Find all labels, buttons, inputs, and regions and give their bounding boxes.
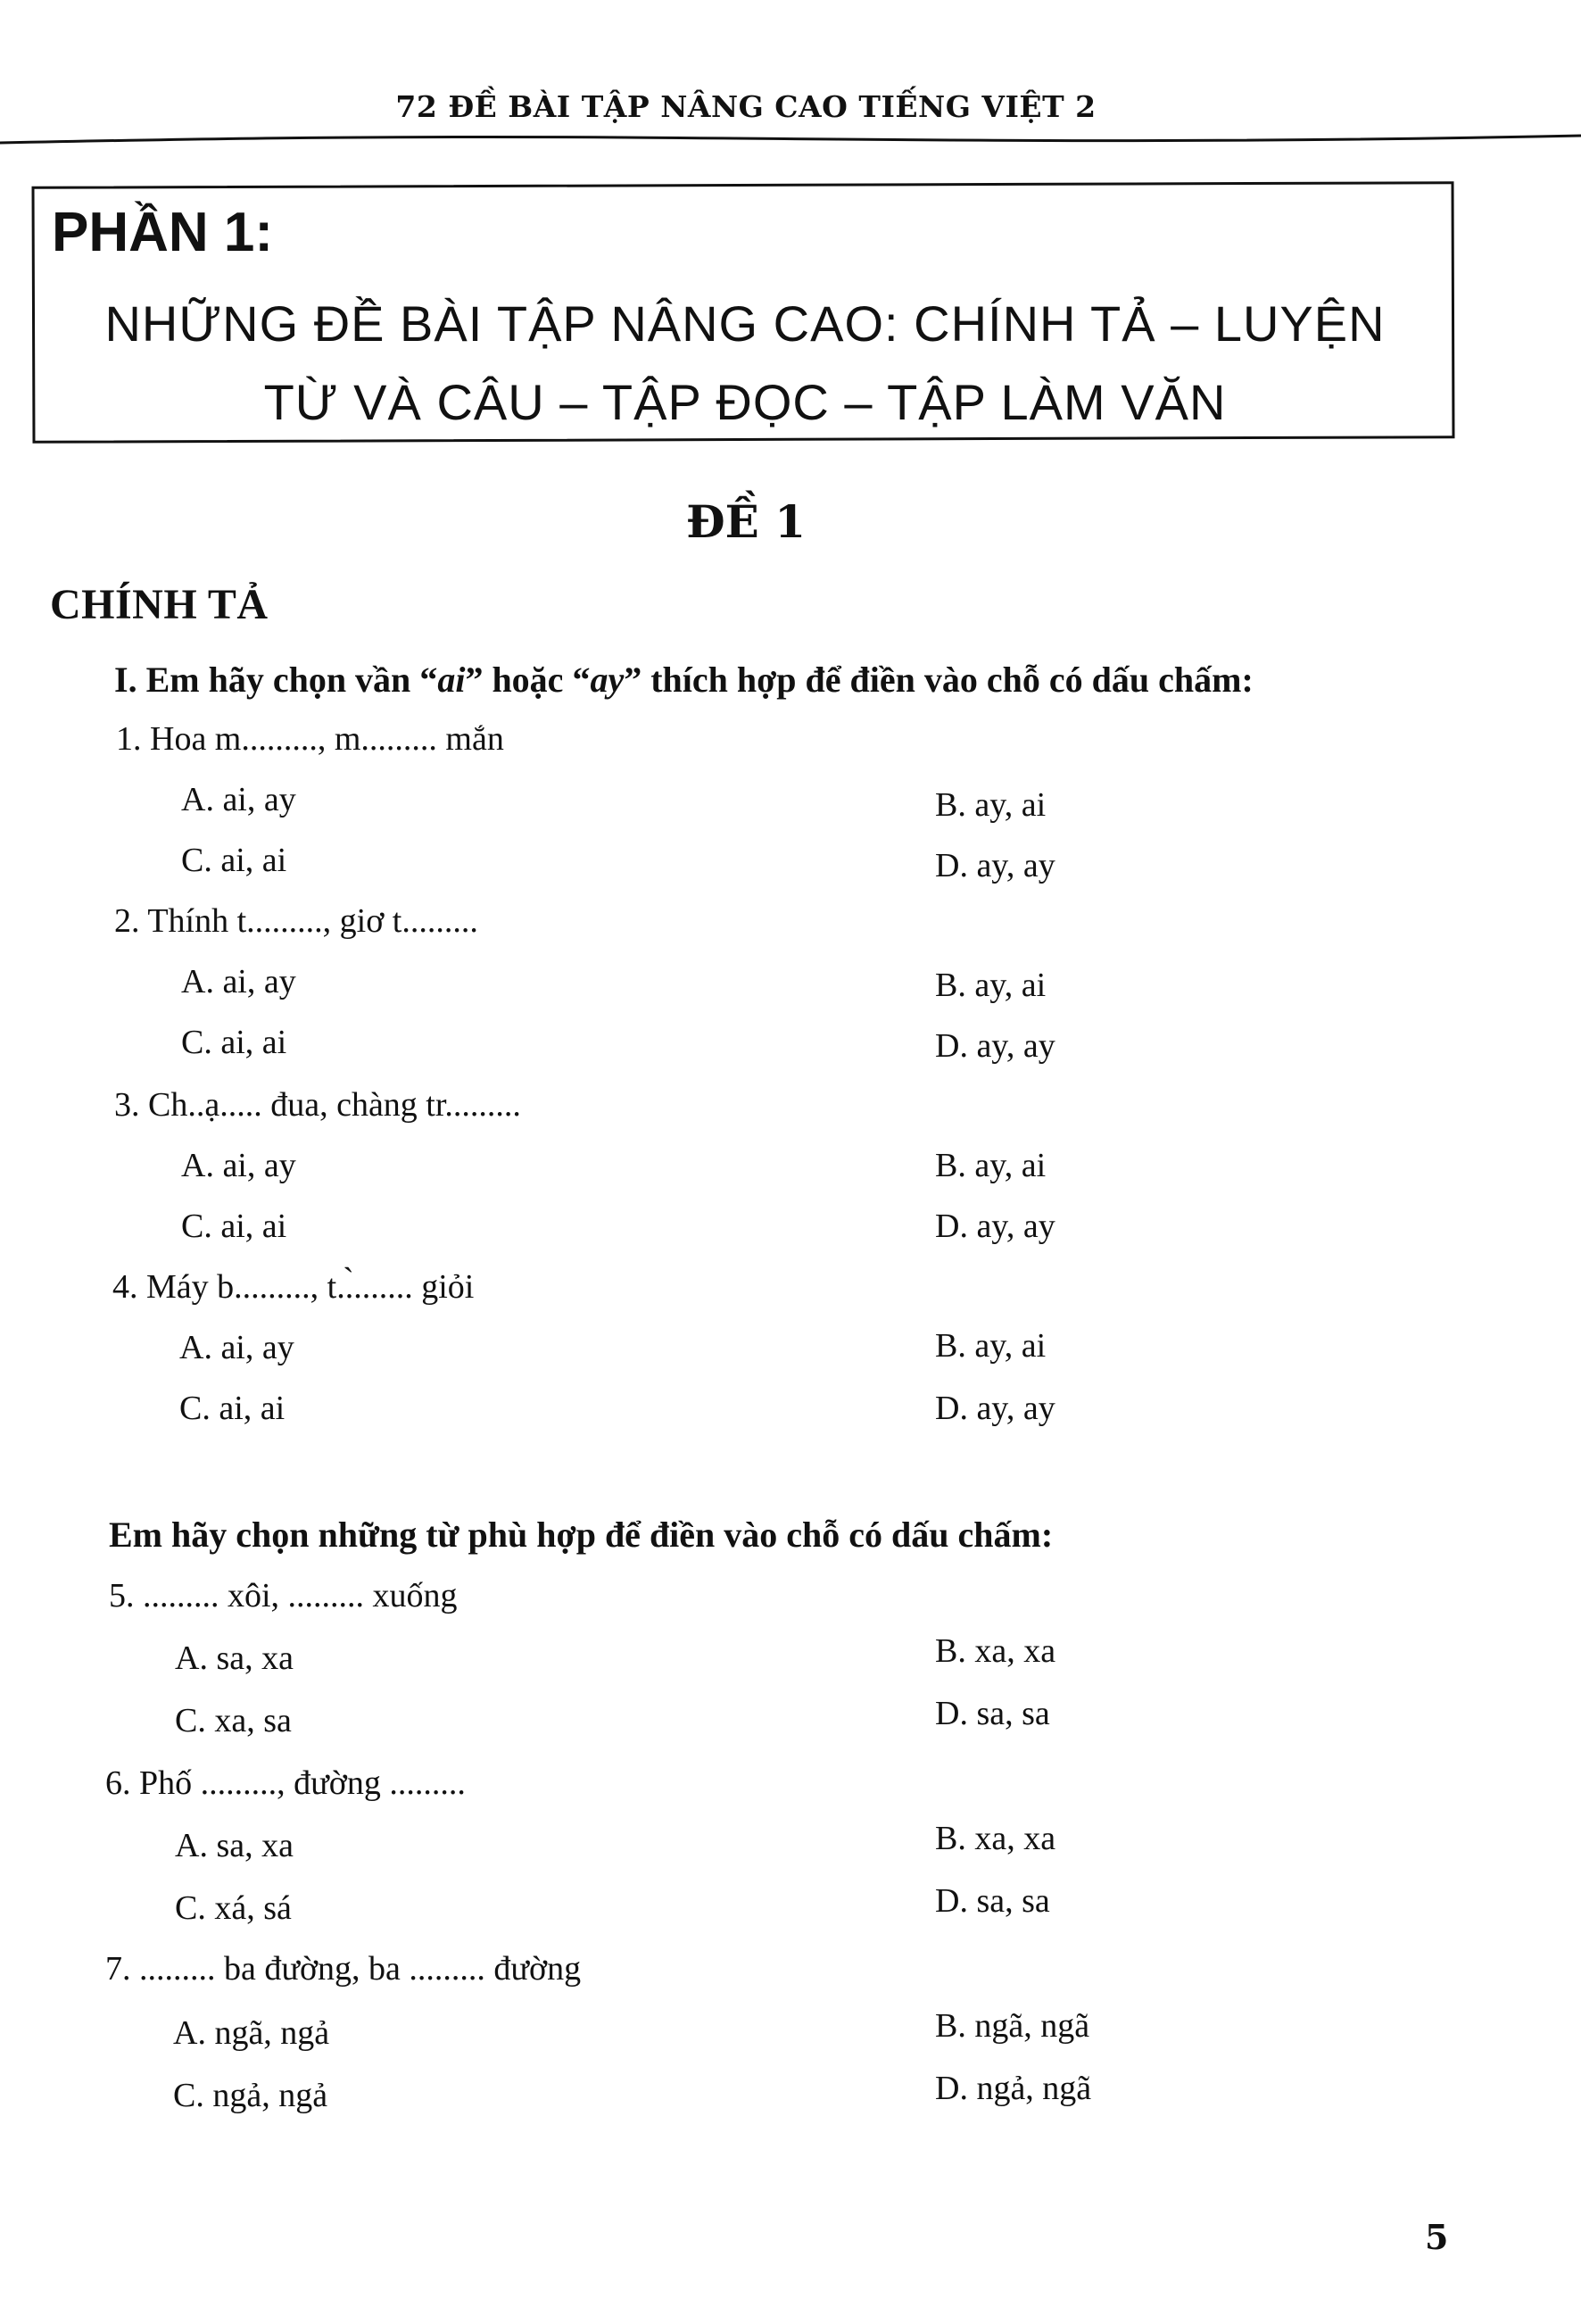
question-7: 7. ......... ba đường, ba ......... đường: [105, 1950, 582, 1988]
question-4-option-b[interactable]: B. ay, ai: [935, 1327, 1047, 1365]
question-5-option-b[interactable]: B. xa, xa: [935, 1632, 1056, 1670]
part-label: PHẦN 1:: [52, 202, 274, 263]
running-header: 72 ĐỀ BÀI TẬP NÂNG CAO TIẾNG VIỆT 2: [395, 89, 1097, 124]
question-7-option-b[interactable]: B. ngã, ngã: [935, 2007, 1090, 2045]
page-number: 5: [1425, 2217, 1449, 2257]
instruction-2: Em hãy chọn những từ phù hợp để điền vào chỗ có dấu chấm:: [109, 1515, 1054, 1555]
instruction-1-term-ai: ai: [437, 660, 466, 700]
question-7-option-a[interactable]: A. ngã, ngả: [173, 2014, 330, 2052]
instruction-1: [114, 659, 1254, 701]
exam-heading: ĐỀ 1: [685, 495, 806, 548]
question-6-option-d[interactable]: D. sa, sa: [935, 1882, 1050, 1920]
part-subtitle-line-2: TỪ VÀ CÂU – TẬP ĐỌC – TẬP LÀM VĂN: [263, 374, 1227, 430]
instruction-1-prefix: I. Em hãy chọn vần: [114, 660, 420, 700]
question-6-option-b[interactable]: B. xa, xa: [935, 1820, 1056, 1857]
instruction-1-term-ay: ay: [590, 660, 625, 700]
question-5: 5. ......... xôi, ......... xuống: [109, 1577, 458, 1614]
question-5-option-a[interactable]: A. sa, xa: [175, 1639, 294, 1677]
question-6: 6. Phố ........., đường .........: [105, 1764, 466, 1802]
question-1-option-c[interactable]: C. ai, ai: [181, 842, 287, 879]
question-3-option-d[interactable]: D. ay, ay: [935, 1208, 1055, 1245]
question-7-option-c[interactable]: C. ngả, ngả: [173, 2077, 328, 2114]
question-2-option-c[interactable]: C. ai, ai: [181, 1024, 287, 1061]
question-3: 3. Ch..ạ..... đua, chàng tr.........: [114, 1086, 521, 1124]
question-4-option-c[interactable]: C. ai, ai: [179, 1390, 286, 1427]
question-1-option-d[interactable]: D. ay, ay: [935, 847, 1055, 884]
section-heading: CHÍNH TẢ: [50, 581, 269, 628]
question-5-option-c[interactable]: C. xa, sa: [175, 1702, 292, 1739]
instruction-1-quote: “: [419, 660, 438, 700]
question-4-option-d[interactable]: D. ay, ay: [935, 1390, 1055, 1427]
question-2-option-a[interactable]: A. ai, ay: [181, 963, 296, 1000]
question-1-option-a[interactable]: A. ai, ay: [181, 781, 296, 818]
question-2-option-d[interactable]: D. ay, ay: [935, 1027, 1055, 1065]
question-4-option-a[interactable]: A. ai, ay: [179, 1329, 294, 1366]
question-2-option-b[interactable]: B. ay, ai: [935, 967, 1047, 1004]
question-5-option-d[interactable]: D. sa, sa: [935, 1695, 1050, 1732]
part-subtitle-line-1: NHỮNG ĐỀ BÀI TẬP NÂNG CAO: CHÍNH TẢ – LUYỆN: [104, 295, 1386, 352]
question-6-option-c[interactable]: C. xá, sá: [175, 1889, 292, 1927]
instruction-1-connector: ” hoặc “: [465, 660, 591, 700]
question-4: 4. Máy b........., t..̀....... giỏi: [112, 1268, 475, 1306]
header-rule: [0, 134, 1581, 148]
question-3-option-c[interactable]: C. ai, ai: [181, 1208, 287, 1245]
question-7-option-d[interactable]: D. ngả, ngã: [935, 2070, 1092, 2107]
question-6-option-a[interactable]: A. sa, xa: [175, 1827, 294, 1864]
question-1: 1. Hoa m........., m......... mắn: [116, 720, 504, 758]
question-1-option-b[interactable]: B. ay, ai: [935, 786, 1047, 824]
question-3-option-a[interactable]: A. ai, ay: [181, 1147, 296, 1184]
question-3-option-b[interactable]: B. ay, ai: [935, 1147, 1047, 1184]
question-2: 2. Thính t........., giơ t.........: [114, 902, 478, 940]
instruction-1-suffix: ” thích hợp để điền vào chỗ có dấu chấm:: [624, 660, 1254, 700]
